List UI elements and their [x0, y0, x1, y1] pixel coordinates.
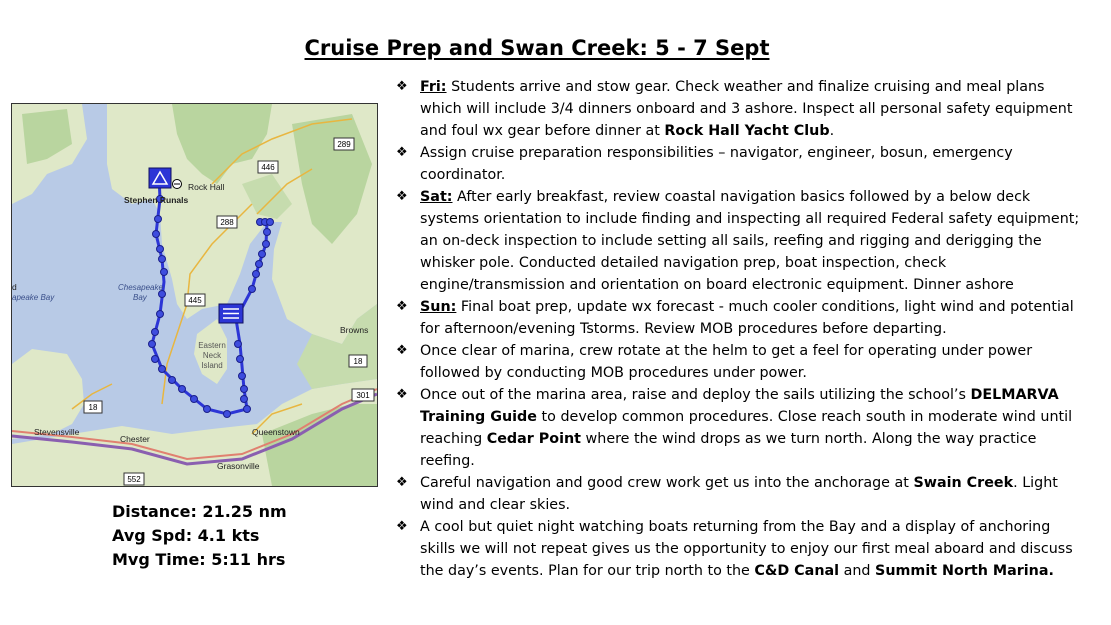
svg-text:18: 18: [88, 403, 98, 412]
map-label-stephen-runals: Stephen Runals: [124, 195, 189, 205]
svg-text:446: 446: [261, 163, 275, 172]
bullet-night: ❖ A cool but quiet night watching boats returning from the Bay and a display of anchoring skills we will not repeat gives us the opportunity to enjoy our first meal aboard and discuss the day’s events. Plan for our trip north to the C&D Canal and Summit North Marina.: [396, 516, 1086, 582]
route-shield-552: [124, 473, 144, 485]
map-label-island: Island: [201, 361, 223, 370]
svg-text:301: 301: [356, 391, 370, 400]
moving-time-stat: Mvg Time: 5:11 hrs: [112, 550, 286, 569]
route-shield-301: [352, 389, 374, 401]
map-label-chesapeake-bay-left: apeake Bay: [12, 293, 55, 302]
svg-text:18: 18: [353, 357, 363, 366]
route-shield-445: [185, 294, 205, 306]
route-shield-288: [217, 216, 237, 228]
itinerary-list: [396, 76, 1086, 582]
route-shield-18-left: [84, 401, 102, 413]
bullet-anchorage: ❖ Careful navigation and good crew work get us into the anchorage at Swain Creek. Light wind and clear skies.: [396, 472, 1086, 516]
bullet-assign-roles: ❖ Assign cruise preparation responsibilities – navigator, engineer, bosun, emergency coordinator.: [396, 142, 1086, 186]
map-label-bay: Bay: [133, 293, 147, 302]
map-label-browns: Browns: [340, 325, 369, 335]
anchor-marker-icon: [219, 304, 243, 323]
svg-text:289: 289: [337, 140, 351, 149]
bullet-sunday: ❖ Sun: Final boat prep, update wx forecast - much cooler conditions, light wind and potential for afternoon/evening Tstorms. Review MOB procedures before departing.: [396, 296, 1086, 340]
bullet-friday: ❖ Fri: Students arrive and stow gear. Check weather and finalize cruising and meal plans which will include 3/4 dinners onboard and 3 ashore. Inspect all personal safety equipment and foul wx gear before dinner at Rock Hall Yacht Club.: [396, 76, 1086, 142]
map-label-chester: Chester: [120, 434, 150, 444]
route-shield-18-right: [349, 355, 367, 367]
map-label-stevensville: Stevensville: [34, 427, 80, 437]
bullet-sails: ❖ Once out of the marina area, raise and deploy the sails utilizing the school’s DELMARVA Training Guide to develop common procedures. Close reach south in moderate wind until reaching Cedar Point where the wind drops as we turn north. Along the way practice reefing.: [396, 384, 1086, 472]
svg-text:445: 445: [188, 296, 202, 305]
page-title: Cruise Prep and Swan Creek: 5 - 7 Sept: [304, 36, 770, 60]
bullet-clear-marina: ❖ Once clear of marina, crew rotate at the helm to get a feel for operating under power followed by conducting MOB procedures under power.: [396, 340, 1086, 384]
map-label-rock-hall: Rock Hall: [188, 182, 225, 192]
map-label-grasonville: Grasonville: [217, 461, 260, 471]
trip-stats: [112, 500, 287, 572]
map-label-queenstown: Queenstown: [252, 427, 300, 437]
map-label-eastern: Eastern: [198, 341, 226, 350]
distance-stat: Distance: 21.25 nm: [112, 502, 287, 521]
bullet-saturday: ❖ Sat: After early breakfast, review coastal navigation basics followed by a below deck systems orientation to include finding and inspecting all required Federal safety equipment; an on-deck inspection to include setting all sails, reefing and rigging and derigging the whisker pole. Conducted detailed navigation prep, boat inspection, check engine/transmission and orientation on board electronic equipment. Dinner ashore: [396, 186, 1086, 296]
svg-text:552: 552: [127, 475, 141, 484]
map-label-d: d: [12, 282, 17, 292]
svg-text:288: 288: [220, 218, 234, 227]
speed-stat: Avg Spd: 4.1 kts: [112, 526, 260, 545]
map-label-neck: Neck: [202, 351, 222, 360]
route-map: [11, 103, 378, 487]
route-shield-446: [258, 161, 278, 173]
map-label-chesapeake: Chesapeake: [118, 283, 163, 292]
route-shield-289: [334, 138, 354, 150]
